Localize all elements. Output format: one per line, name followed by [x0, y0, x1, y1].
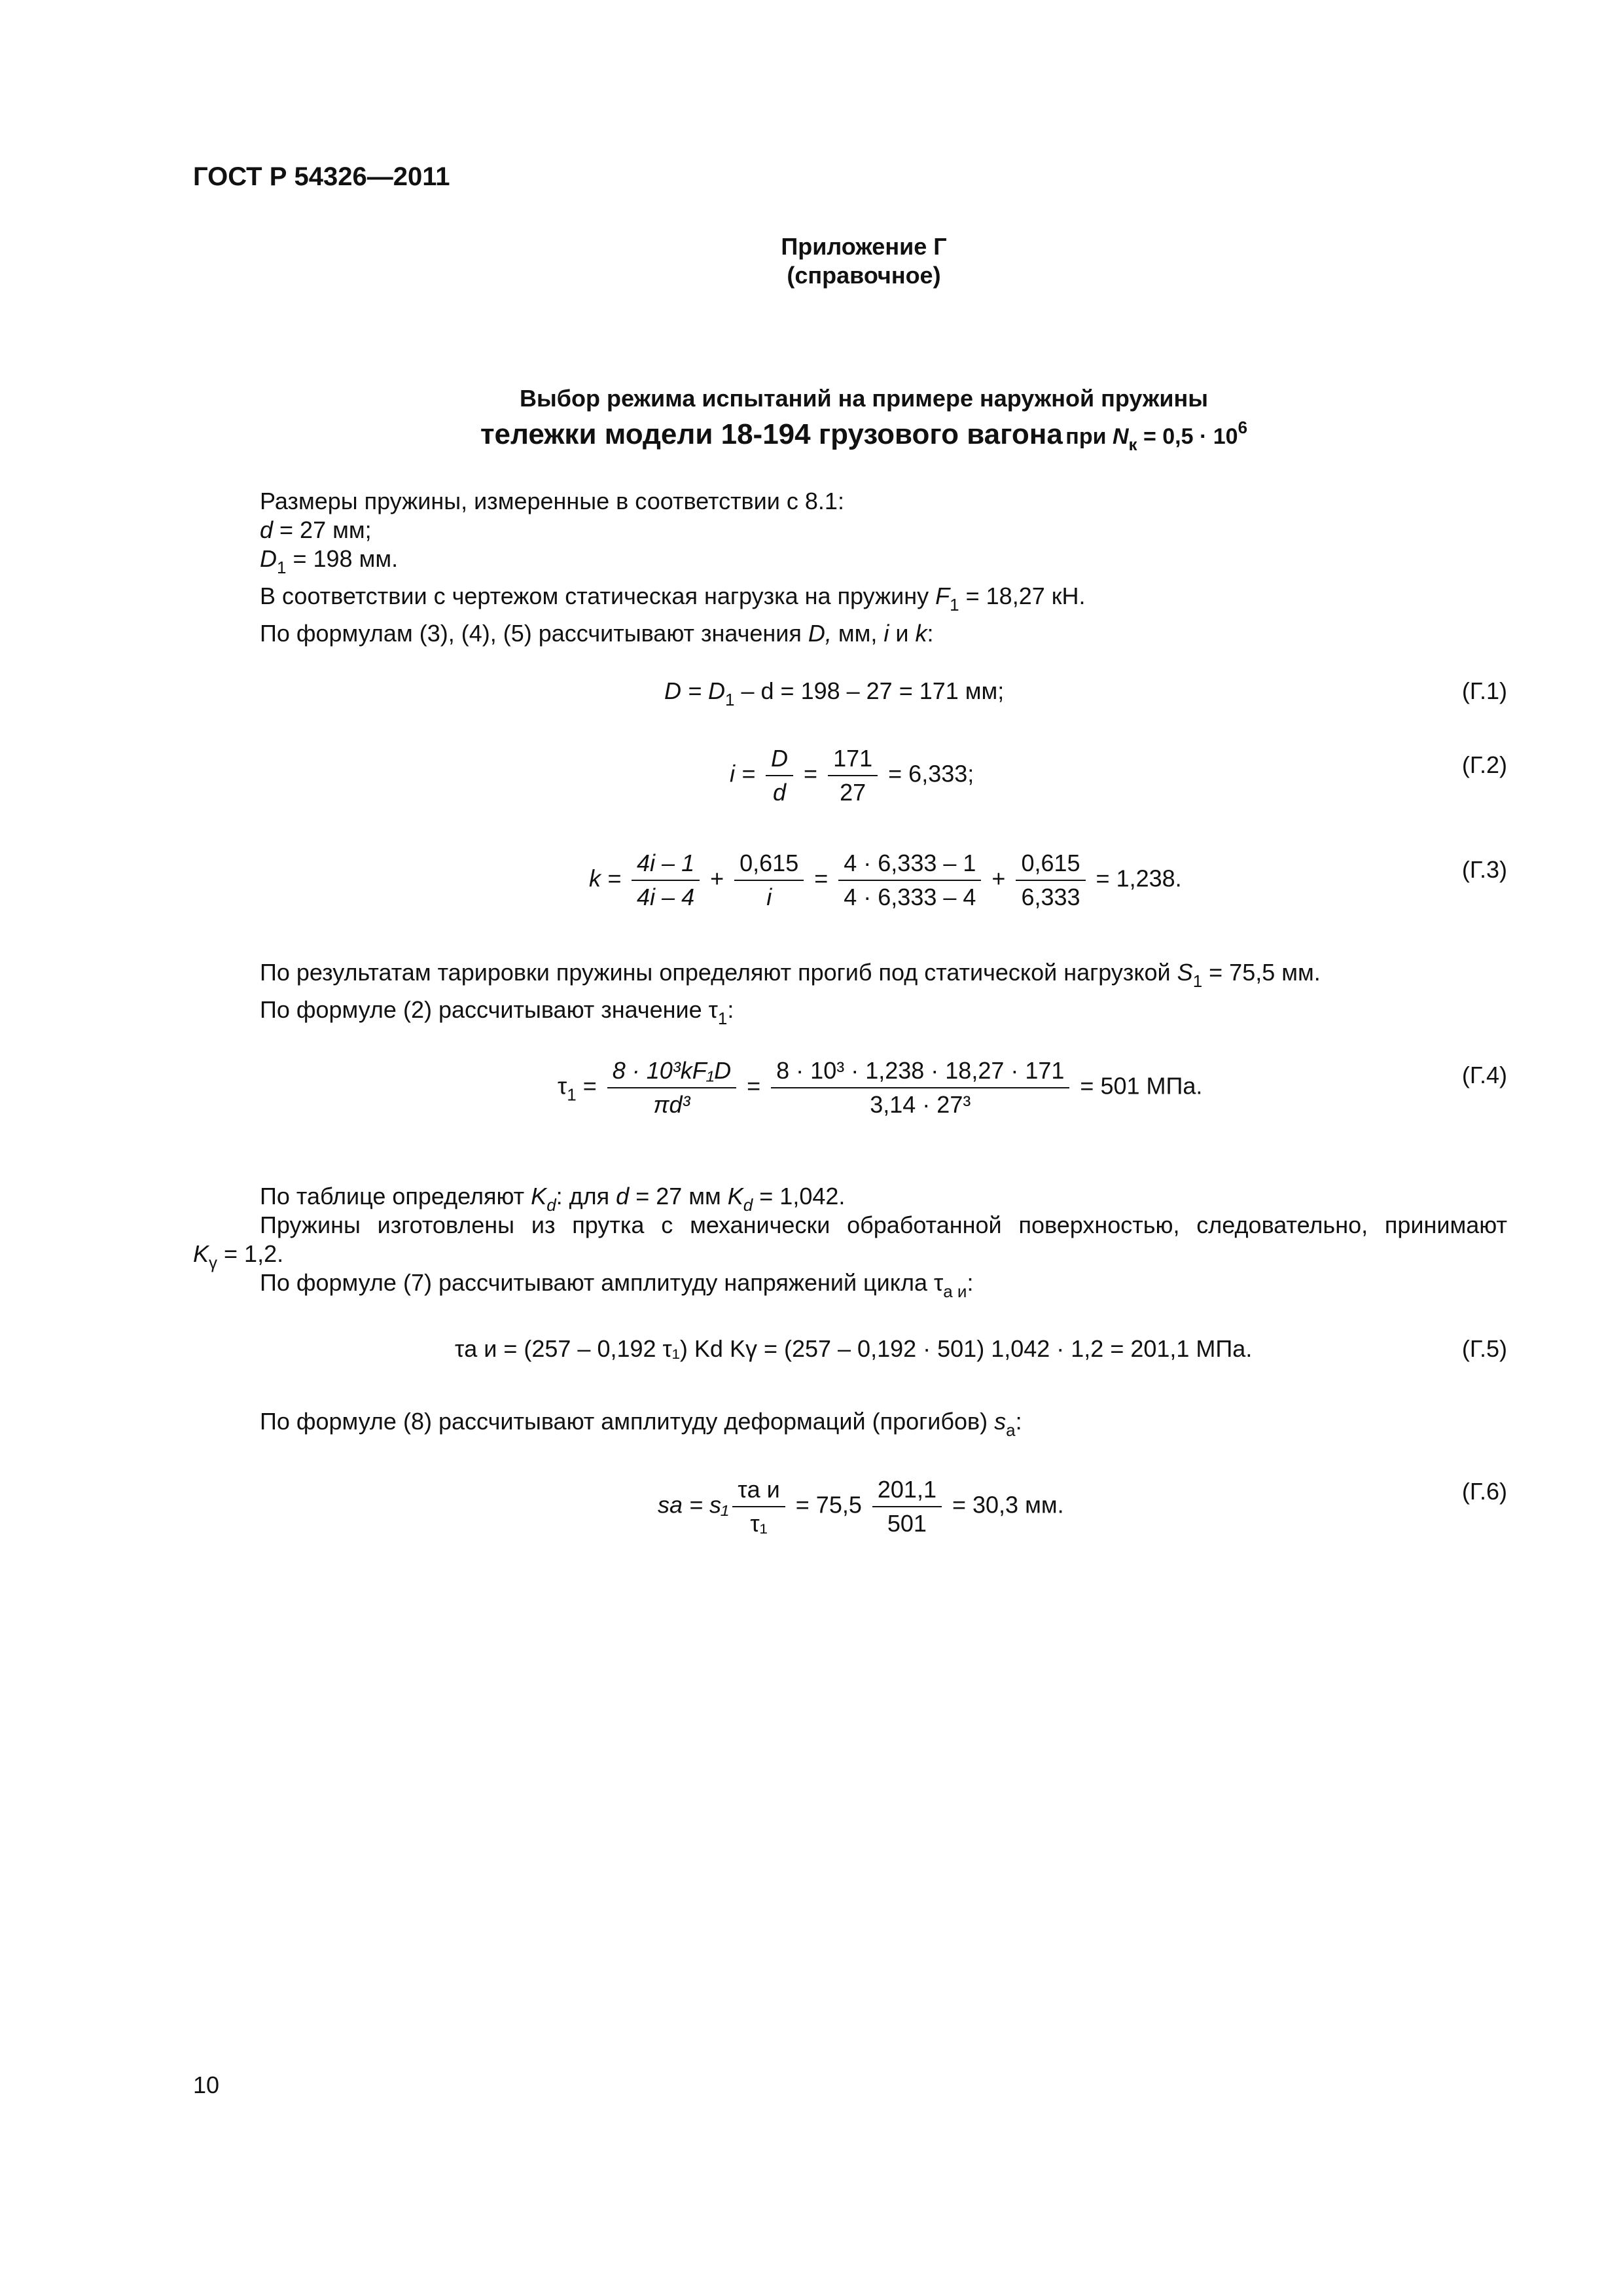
intro-line2	[260, 516, 1086, 545]
var-sa-sub: a	[1006, 1420, 1016, 1440]
g2-frac2-den: 27	[840, 779, 866, 806]
var-Kd: K	[531, 1183, 547, 1210]
g6-frac1	[732, 1476, 785, 1537]
intro-line3-rest: = 198 мм.	[286, 545, 399, 572]
g3-frac2-den: i	[766, 884, 772, 910]
intro-line5-b: мм,	[831, 620, 884, 647]
g6-frac2-num: 201,1	[872, 1476, 942, 1507]
formula-number-g4: (Г.4)	[1461, 1062, 1507, 1088]
g1-sub: 1	[725, 690, 735, 709]
formula-g3	[589, 850, 1182, 911]
g2-rhs: = 6,333;	[882, 760, 974, 787]
section-title-line2	[0, 418, 1623, 455]
para3-line1-a: По таблице определяют	[260, 1183, 531, 1210]
var-tau1-sub: 1	[717, 1009, 728, 1028]
para2-line1-rest: = 75,5 мм.	[1202, 959, 1321, 986]
g3-frac2	[734, 850, 804, 911]
g4-frac1	[607, 1057, 736, 1119]
g4-frac1-den: πd³	[653, 1091, 690, 1118]
formula-g5: τа и = (257 – 0,192 τ₁) Kd Kγ = (257 – 0,192 · 501) 1,042 · 1,2 = 201,1 МПа.	[455, 1335, 1253, 1362]
g6-frac1-den: τ₁	[750, 1510, 768, 1537]
g3-lhs: k =	[589, 865, 628, 892]
g1-lhs: D = D	[664, 677, 726, 704]
g3-rhs: = 1,238.	[1089, 865, 1182, 892]
g2-frac2-num: 171	[828, 745, 878, 776]
var-F1: F	[935, 583, 950, 609]
para2-line2-rest: :	[727, 996, 734, 1023]
standard-header: ГОСТ Р 54326—2011	[193, 162, 450, 191]
var-Kgamma-sub: γ	[209, 1253, 218, 1272]
intro-text	[260, 487, 1086, 648]
section-title-main: тележки модели 18-194 грузового вагона	[480, 418, 1063, 450]
var-d2: d	[616, 1183, 630, 1210]
para3-line1-c: = 27 мм	[629, 1183, 728, 1210]
g6-frac2-den: 501	[887, 1510, 927, 1537]
para2-line2-text: По формуле (2) рассчитывают значение	[260, 996, 709, 1023]
g6-rhs: = 30,3 мм.	[945, 1491, 1064, 1518]
g3-frac4-num: 0,615	[1016, 850, 1085, 881]
g2-frac1-den: d	[773, 779, 787, 806]
g2-frac2	[828, 745, 878, 806]
g3-frac1-num: 4i – 1	[632, 850, 700, 881]
intro-line3	[260, 545, 1086, 582]
formula-g1	[664, 677, 1004, 710]
section-title-tail	[1065, 418, 1248, 454]
para2-line1	[260, 958, 1321, 996]
formula-number-g6: (Г.6)	[1461, 1478, 1507, 1505]
para4-line	[260, 1407, 1022, 1444]
appendix-kind: (справочное)	[787, 262, 941, 289]
formula-number-g3: (Г.3)	[1461, 856, 1507, 883]
intro-line4-rest: = 18,27 кН.	[959, 583, 1086, 609]
var-tau1: τ	[708, 996, 718, 1023]
g3-frac2-num: 0,615	[734, 850, 804, 881]
g4-eq: =	[740, 1072, 768, 1100]
var-F1-sub: 1	[950, 595, 959, 615]
var-tau-ai: τ	[933, 1269, 944, 1296]
g3-eq: =	[808, 865, 835, 892]
para3-line4-a: По формуле (7) рассчитывают амплитуду напряжений цикла	[260, 1269, 934, 1296]
para3-line3-rest: = 1,2.	[217, 1240, 284, 1267]
intro-line5-c: и	[889, 620, 916, 647]
var-Kgamma: K	[193, 1240, 209, 1267]
g4-tau: τ	[558, 1072, 567, 1100]
para2-line2	[260, 996, 1321, 1033]
g3-frac3	[838, 850, 981, 911]
g2-eq: =	[797, 760, 825, 787]
intro-line2-rest: = 27 мм;	[273, 516, 372, 543]
var-sa: s	[994, 1408, 1007, 1435]
g4-tau-sub: 1	[567, 1085, 577, 1105]
para3-line2: Пружины изготовлены из прутка с механически обработанной поверхностью, следовательно, принимают	[260, 1211, 1507, 1238]
g4-frac1-num: 8 · 10³kF₁D	[607, 1057, 736, 1088]
formula-number-g5: (Г.5)	[1461, 1335, 1507, 1362]
g3-frac4-den: 6,333	[1021, 884, 1080, 910]
formula-number-g2: (Г.2)	[1461, 751, 1507, 778]
var-D1-sub: 1	[277, 558, 287, 577]
g4-frac2-num: 8 · 10³ · 1,238 · 18,27 · 171	[771, 1057, 1069, 1088]
g6-frac1-num: τа и	[732, 1476, 785, 1507]
intro-line5-a: По формулам (3), (4), (5) рассчитывают значения	[260, 620, 808, 647]
para3-line4-rest: :	[967, 1269, 974, 1296]
intro-line4-text: В соответствии с чертежом статическая нагрузка на пружину	[260, 583, 936, 609]
g3-plus: +	[704, 865, 731, 892]
g4-frac2-den: 3,14 · 27³	[870, 1091, 971, 1118]
var-Kd-sub: d	[546, 1195, 556, 1215]
var-k: k	[915, 620, 927, 647]
g1-rhs: – d = 198 – 27 = 171 мм;	[734, 677, 1005, 704]
para2-line1-text: По результатам тарировки пружины определяют прогиб под статической нагрузкой	[260, 959, 1177, 986]
var-Kd2: K	[727, 1183, 743, 1210]
para4-rest: :	[1015, 1408, 1022, 1435]
page-number: 10	[193, 2072, 220, 2098]
var-i: i	[883, 620, 889, 647]
g3-frac1-den: 4i – 4	[637, 884, 695, 910]
section-title-line1: Выбор режима испытаний на примере наружной пружины	[520, 385, 1208, 412]
formula-g6	[658, 1476, 1064, 1537]
g3-frac3-num: 4 · 6,333 – 1	[838, 850, 981, 881]
g4-lhs-eq: =	[576, 1072, 603, 1100]
var-D: D,	[808, 620, 832, 647]
section-title-eq: = 0,5 · 10	[1137, 424, 1238, 449]
section-title-k: к	[1128, 435, 1137, 454]
var-S1: S	[1177, 959, 1193, 986]
section-title-exp: 6	[1238, 418, 1248, 437]
section-title-pri: при	[1065, 424, 1113, 449]
g6-mid: = 75,5	[789, 1491, 868, 1518]
var-D1: D	[260, 545, 277, 572]
paragraph-deflection	[260, 958, 1321, 1033]
g2-frac1-num: D	[766, 745, 793, 776]
g2-frac1	[766, 745, 793, 806]
intro-line1: Размеры пружины, измеренные в соответствии с 8.1:	[260, 488, 844, 514]
section-title-N: N	[1112, 424, 1129, 449]
para3-line4	[260, 1268, 973, 1306]
g4-frac2	[771, 1057, 1069, 1119]
g6-frac2	[872, 1476, 942, 1537]
var-S1-sub: 1	[1192, 971, 1203, 991]
var-tau-ai-sub: а и	[943, 1282, 967, 1301]
g3-frac4	[1016, 850, 1085, 911]
var-d: d	[260, 516, 274, 543]
para3-line1-rest: = 1,042.	[753, 1183, 846, 1210]
g3-frac1	[632, 850, 700, 911]
intro-line4	[260, 582, 1086, 619]
var-Kd2-sub: d	[743, 1195, 753, 1215]
intro-line5-d: :	[927, 620, 934, 647]
appendix-title: Приложение Г	[781, 233, 947, 260]
formula-number-g1: (Г.1)	[1461, 677, 1507, 704]
formula-g2	[730, 745, 974, 806]
para3-line1-b: : для	[556, 1183, 616, 1210]
g4-rhs: = 501 МПа.	[1073, 1072, 1203, 1100]
g6-lhs: sa = s₁	[658, 1491, 729, 1518]
formula-g4	[558, 1057, 1202, 1119]
g2-lhs: i =	[730, 760, 762, 787]
para4-text: По формуле (8) рассчитывают амплитуду деформаций (прогибов)	[260, 1408, 995, 1435]
intro-line5	[260, 619, 1086, 648]
g3-plus2: +	[985, 865, 1012, 892]
g3-frac3-den: 4 · 6,333 – 4	[844, 884, 976, 910]
